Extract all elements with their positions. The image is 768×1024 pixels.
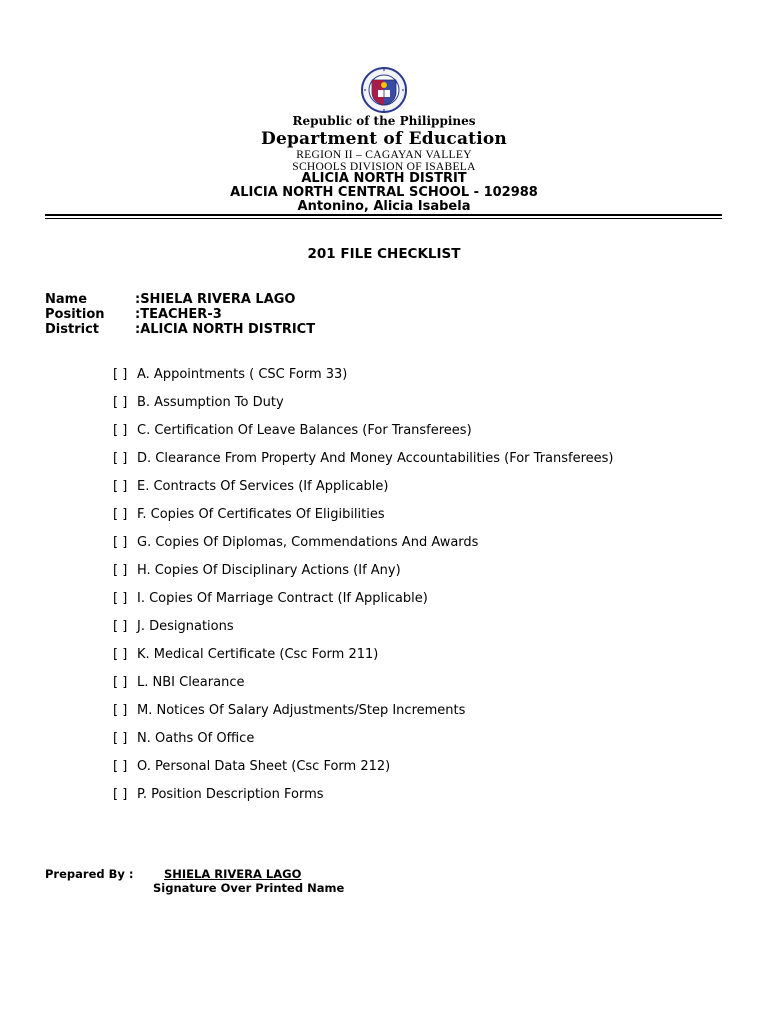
checklist-item-label: I. Copies Of Marriage Contract (If Applicable) xyxy=(137,591,428,606)
checklist-item xyxy=(113,395,614,423)
checkbox: [ ] xyxy=(113,535,128,550)
document-title: 201 FILE CHECKLIST xyxy=(307,246,461,262)
checkbox: [ ] xyxy=(113,367,128,382)
checklist-item xyxy=(113,479,614,507)
district-value: :ALICIA NORTH DISTRICT xyxy=(135,322,316,337)
checklist-item-label: C. Certification Of Leave Balances (For Transferees) xyxy=(137,423,472,438)
checkbox: [ ] xyxy=(113,787,128,802)
position-value: :TEACHER-3 xyxy=(135,307,222,322)
checkbox: [ ] xyxy=(113,507,128,522)
checklist-item xyxy=(113,507,614,535)
checklist-item-label: M. Notices Of Salary Adjustments/Step Increments xyxy=(137,703,466,718)
checklist-item xyxy=(113,619,614,647)
checklist xyxy=(113,367,614,815)
checklist-item-label: O. Personal Data Sheet (Csc Form 212) xyxy=(137,759,391,774)
prepared-by-label: Prepared By : xyxy=(45,867,134,881)
checklist-item-label: B. Assumption To Duty xyxy=(137,395,284,410)
header-district: ALICIA NORTH DISTRIT xyxy=(301,171,467,186)
checklist-item-label: E. Contracts Of Services (If Applicable) xyxy=(137,479,389,494)
checklist-item-label: A. Appointments ( CSC Form 33) xyxy=(137,367,348,382)
prepared-by-name: SHIELA RIVERA LAGO xyxy=(164,867,302,881)
signature-caption: Signature Over Printed Name xyxy=(153,881,345,895)
checkbox: [ ] xyxy=(113,591,128,606)
checklist-item xyxy=(113,675,614,703)
checkbox: [ ] xyxy=(113,451,128,466)
name-label: Name xyxy=(45,292,88,307)
header-region: REGION II – CAGAYAN VALLEY xyxy=(296,149,472,161)
checkbox: [ ] xyxy=(113,647,128,662)
header-department: Department of Education xyxy=(261,129,507,149)
position-label: Position xyxy=(45,307,105,322)
checklist-item-label: J. Designations xyxy=(137,619,234,634)
header-republic: Republic of the Philippines xyxy=(292,114,476,128)
checkbox: [ ] xyxy=(113,675,128,690)
checklist-item-label: D. Clearance From Property And Money Accountabilities (For Transferees) xyxy=(137,451,614,466)
checkbox: [ ] xyxy=(113,479,128,494)
header-divider-thin xyxy=(45,218,722,219)
checklist-item-label: H. Copies Of Disciplinary Actions (If Any) xyxy=(137,563,401,578)
checklist-item xyxy=(113,423,614,451)
checkbox: [ ] xyxy=(113,703,128,718)
checklist-item xyxy=(113,451,614,479)
checkbox: [ ] xyxy=(113,619,128,634)
checklist-item-label: G. Copies Of Diplomas, Commendations And Awards xyxy=(137,535,479,550)
checklist-item xyxy=(113,535,614,563)
header-school: ALICIA NORTH CENTRAL SCHOOL - 102988 xyxy=(230,185,538,200)
checklist-item-label: K. Medical Certificate (Csc Form 211) xyxy=(137,647,379,662)
header-division: SCHOOLS DIVISION OF ISABELA xyxy=(292,161,476,173)
checklist-item xyxy=(113,591,614,619)
deped-seal-icon xyxy=(350,66,418,114)
checkbox: [ ] xyxy=(113,395,128,410)
checklist-item xyxy=(113,647,614,675)
district-label: District xyxy=(45,322,99,337)
checkbox: [ ] xyxy=(113,423,128,438)
header-address: Antonino, Alicia Isabela xyxy=(297,199,471,214)
checklist-item-label: F. Copies Of Certificates Of Eligibilities xyxy=(137,507,385,522)
checkbox: [ ] xyxy=(113,731,128,746)
checklist-item-label: N. Oaths Of Office xyxy=(137,731,255,746)
name-value: :SHIELA RIVERA LAGO xyxy=(135,292,296,307)
header-divider-thick xyxy=(45,214,722,216)
checkbox: [ ] xyxy=(113,759,128,774)
checklist-item xyxy=(113,367,614,395)
checklist-item xyxy=(113,563,614,591)
checklist-item xyxy=(113,759,614,787)
checklist-item xyxy=(113,731,614,759)
checklist-item xyxy=(113,703,614,731)
checkbox: [ ] xyxy=(113,563,128,578)
checklist-item xyxy=(113,787,614,815)
checklist-item-label: L. NBI Clearance xyxy=(137,675,245,690)
checklist-item-label: P. Position Description Forms xyxy=(137,787,324,802)
